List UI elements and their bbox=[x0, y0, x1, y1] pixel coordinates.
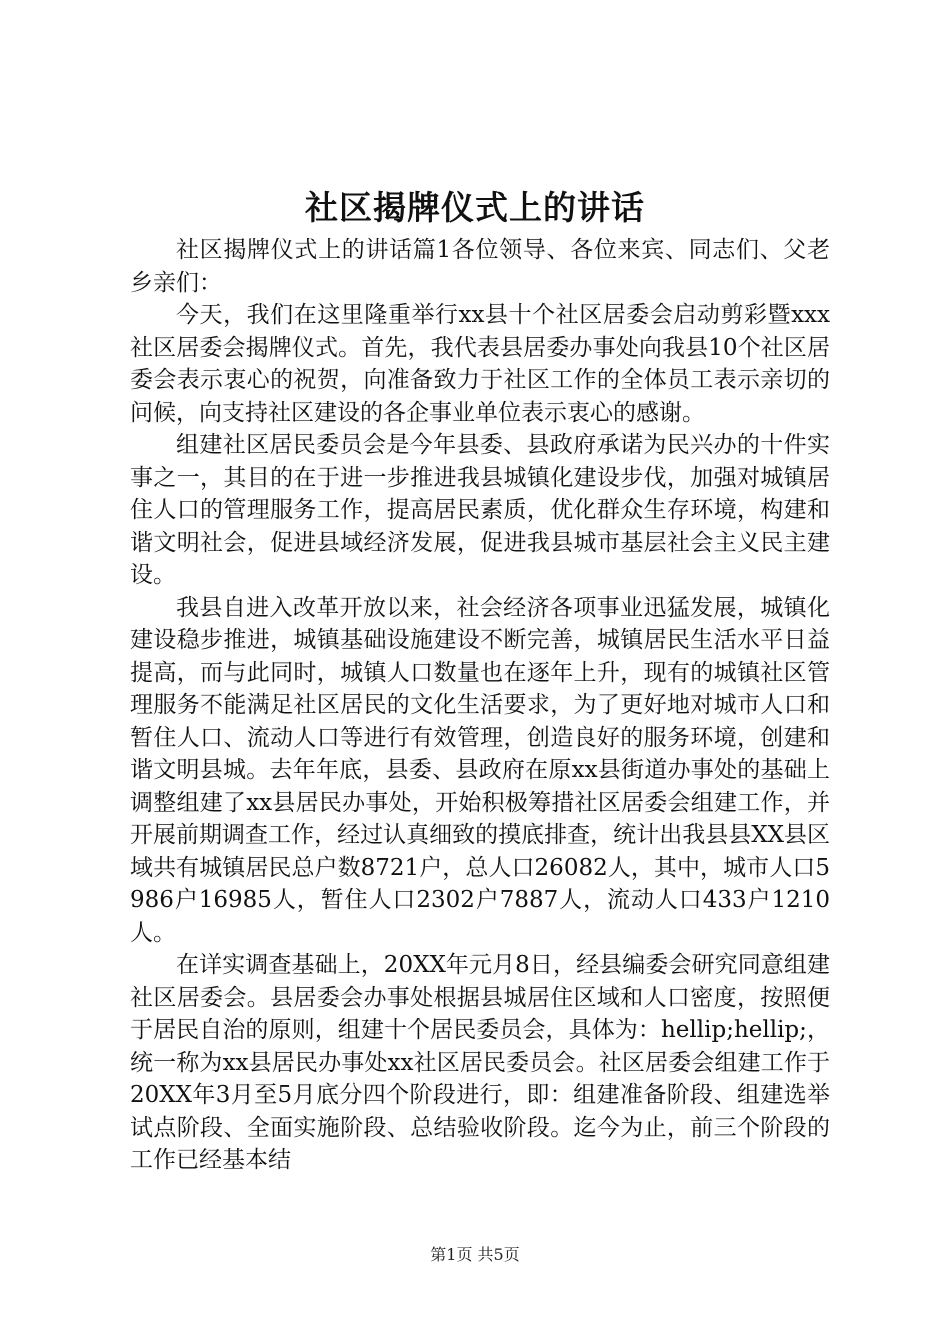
paragraph-2: 今天，我们在这里隆重举行xx县十个社区居委会启动剪彩暨xxx社区居委会揭牌仪式。首先，我代表县居委办事处向我县10个社区居委会表示衷心的祝贺，向准备致力于社区工作的全体员工表示亲切的问候，向支持社区建设的各企事业单位表示衷心的感谢。 bbox=[130, 302, 830, 426]
page-number-footer: 第1页 共5页 bbox=[430, 1245, 520, 1264]
paragraph-1: 社区揭牌仪式上的讲话篇1各位领导、各位来宾、同志们、父老乡亲们： bbox=[130, 237, 830, 296]
paragraph-3: 组建社区居民委员会是今年县委、县政府承诺为民兴办的十件实事之一，其目的在于进一步推进我县城镇化建设步伐，加强对城镇居住人口的管理服务工作，提高居民素质，优化群众生存环境，构建和谐文明社会，促进县域经济发展，促进我县城市基层社会主义民主建设。 bbox=[130, 432, 830, 588]
paragraph-5: 在详实调查基础上，20XX年元月8日，经县编委会研究同意组建社区居委会。县居委会办事处根据县城居住区域和人口密度，按照便于居民自治的原则，组建十个居民委员会，具体为：hellip;hellip;，统一称为xx县居民办事处xx社区居民委员会。社区居委会组建工作于20XX年3月至5月底分四个阶段进行，即：组建准备阶段、组建选举试点阶段、全面实施阶段、总结验收阶段。迄今为止，前三个阶段的工作已经基本结 bbox=[130, 952, 830, 1173]
paragraph-4: 我县自进入改革开放以来，社会经济各项事业迅猛发展，城镇化建设稳步推进，城镇基础设施建设不断完善，城镇居民生活水平日益提高，而与此同时，城镇人口数量也在逐年上升，现有的城镇社区管理服务不能满足社区居民的文化生活要求，为了更好地对城市人口和暂住人口、流动人口等进行有效管理，创造良好的服务环境，创建和谐文明县城。去年年底，县委、县政府在原xx县街道办事处的基础上调整组建了xx县居民办事处，开始积极筹措社区居委会组建工作，并开展前期调查工作，经过认真细致的摸底排查，统计出我县县XX县区域共有城镇居民总户数8721户，总人口26082人，其中，城市人口5986户16985人，暂住人口2302户7887人，流动人口433户1210人。 bbox=[130, 594, 830, 946]
document-title: 社区揭牌仪式上的讲话 bbox=[305, 188, 645, 227]
document-body bbox=[130, 234, 830, 1177]
